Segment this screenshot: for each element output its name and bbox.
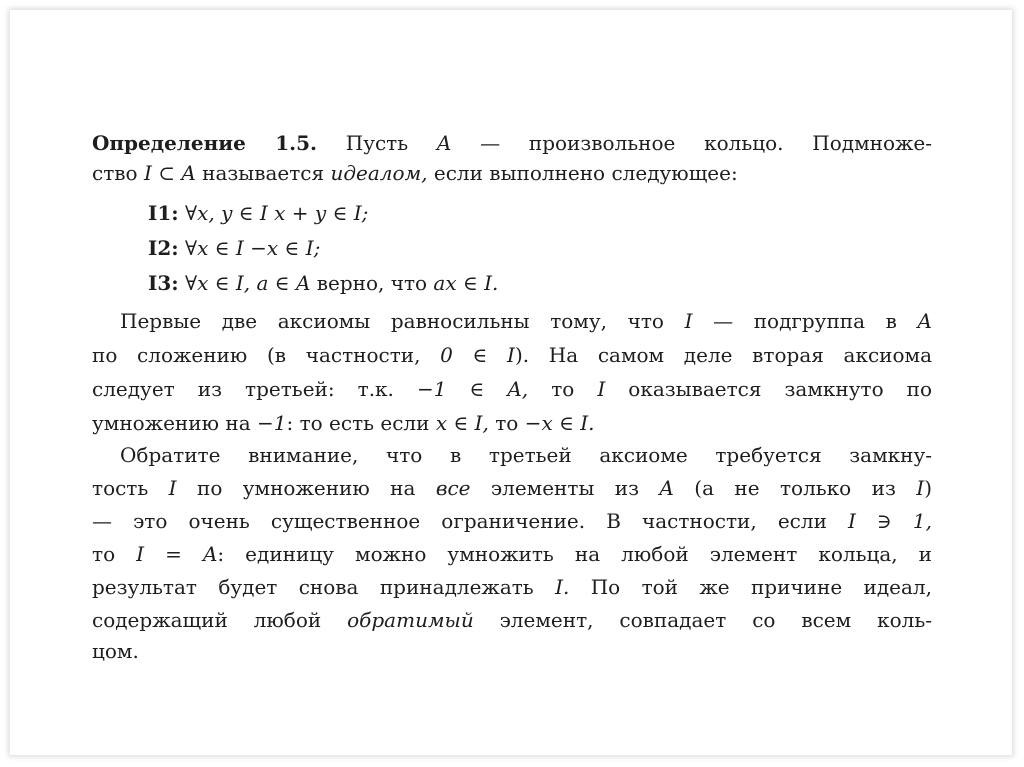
definition-line-1: Определение 1.5. Пусть A — произвольное кольцо. Подмноже- [92,131,933,155]
para2-line-5: результат будет снова принадлежать I. По той же причине идеал, [92,575,932,599]
para2-line-2: тость I по умножению на все элементы из A (а не только из I) [92,476,932,500]
axiom-i2: I2: ∀x ∈ I −x ∈ I; [148,236,321,260]
axiom-i3: I3: ∀x ∈ I, a ∈ A верно, что ax ∈ I. [148,271,499,295]
definition-heading: Определение 1.5. [92,131,317,155]
para2-line-4: то I = A: единицу можно умножить на любой элемент кольца, и [92,542,933,566]
definition-line-2: ство I ⊂ A называется идеалом, если выполнено следующее: [92,161,738,185]
para1-line-3: следует из третьей: т.к. −1 ∈ A, то I оказывается замкнуто по [92,377,933,401]
para1-line-1: Первые две аксиомы равносильны тому, что I — подгруппа в A [120,309,932,333]
term-ideal: идеалом, [330,161,428,185]
para1-line-2: по сложению (в частности, 0 ∈ I). На самом деле вторая аксиома [92,343,933,367]
term-invertible: обратимый [347,608,474,632]
para1-line-4: умножению на −1: то есть если x ∈ I, то −x ∈ I. [92,411,595,435]
para2-line-1: Обратите внимание, что в третьей аксиоме требуется замкну- [120,443,932,467]
para2-line-6: содержащий любой обратимый элемент, совпадает со всем коль- [92,608,932,632]
para2-line-7: цом. [92,639,139,663]
para2-line-3: — это очень существенное ограничение. В частности, если I ∋ 1, [92,509,933,533]
axiom-i1: I1: ∀x, y ∈ I x + y ∈ I; [148,201,369,225]
term-all: все [435,476,471,500]
